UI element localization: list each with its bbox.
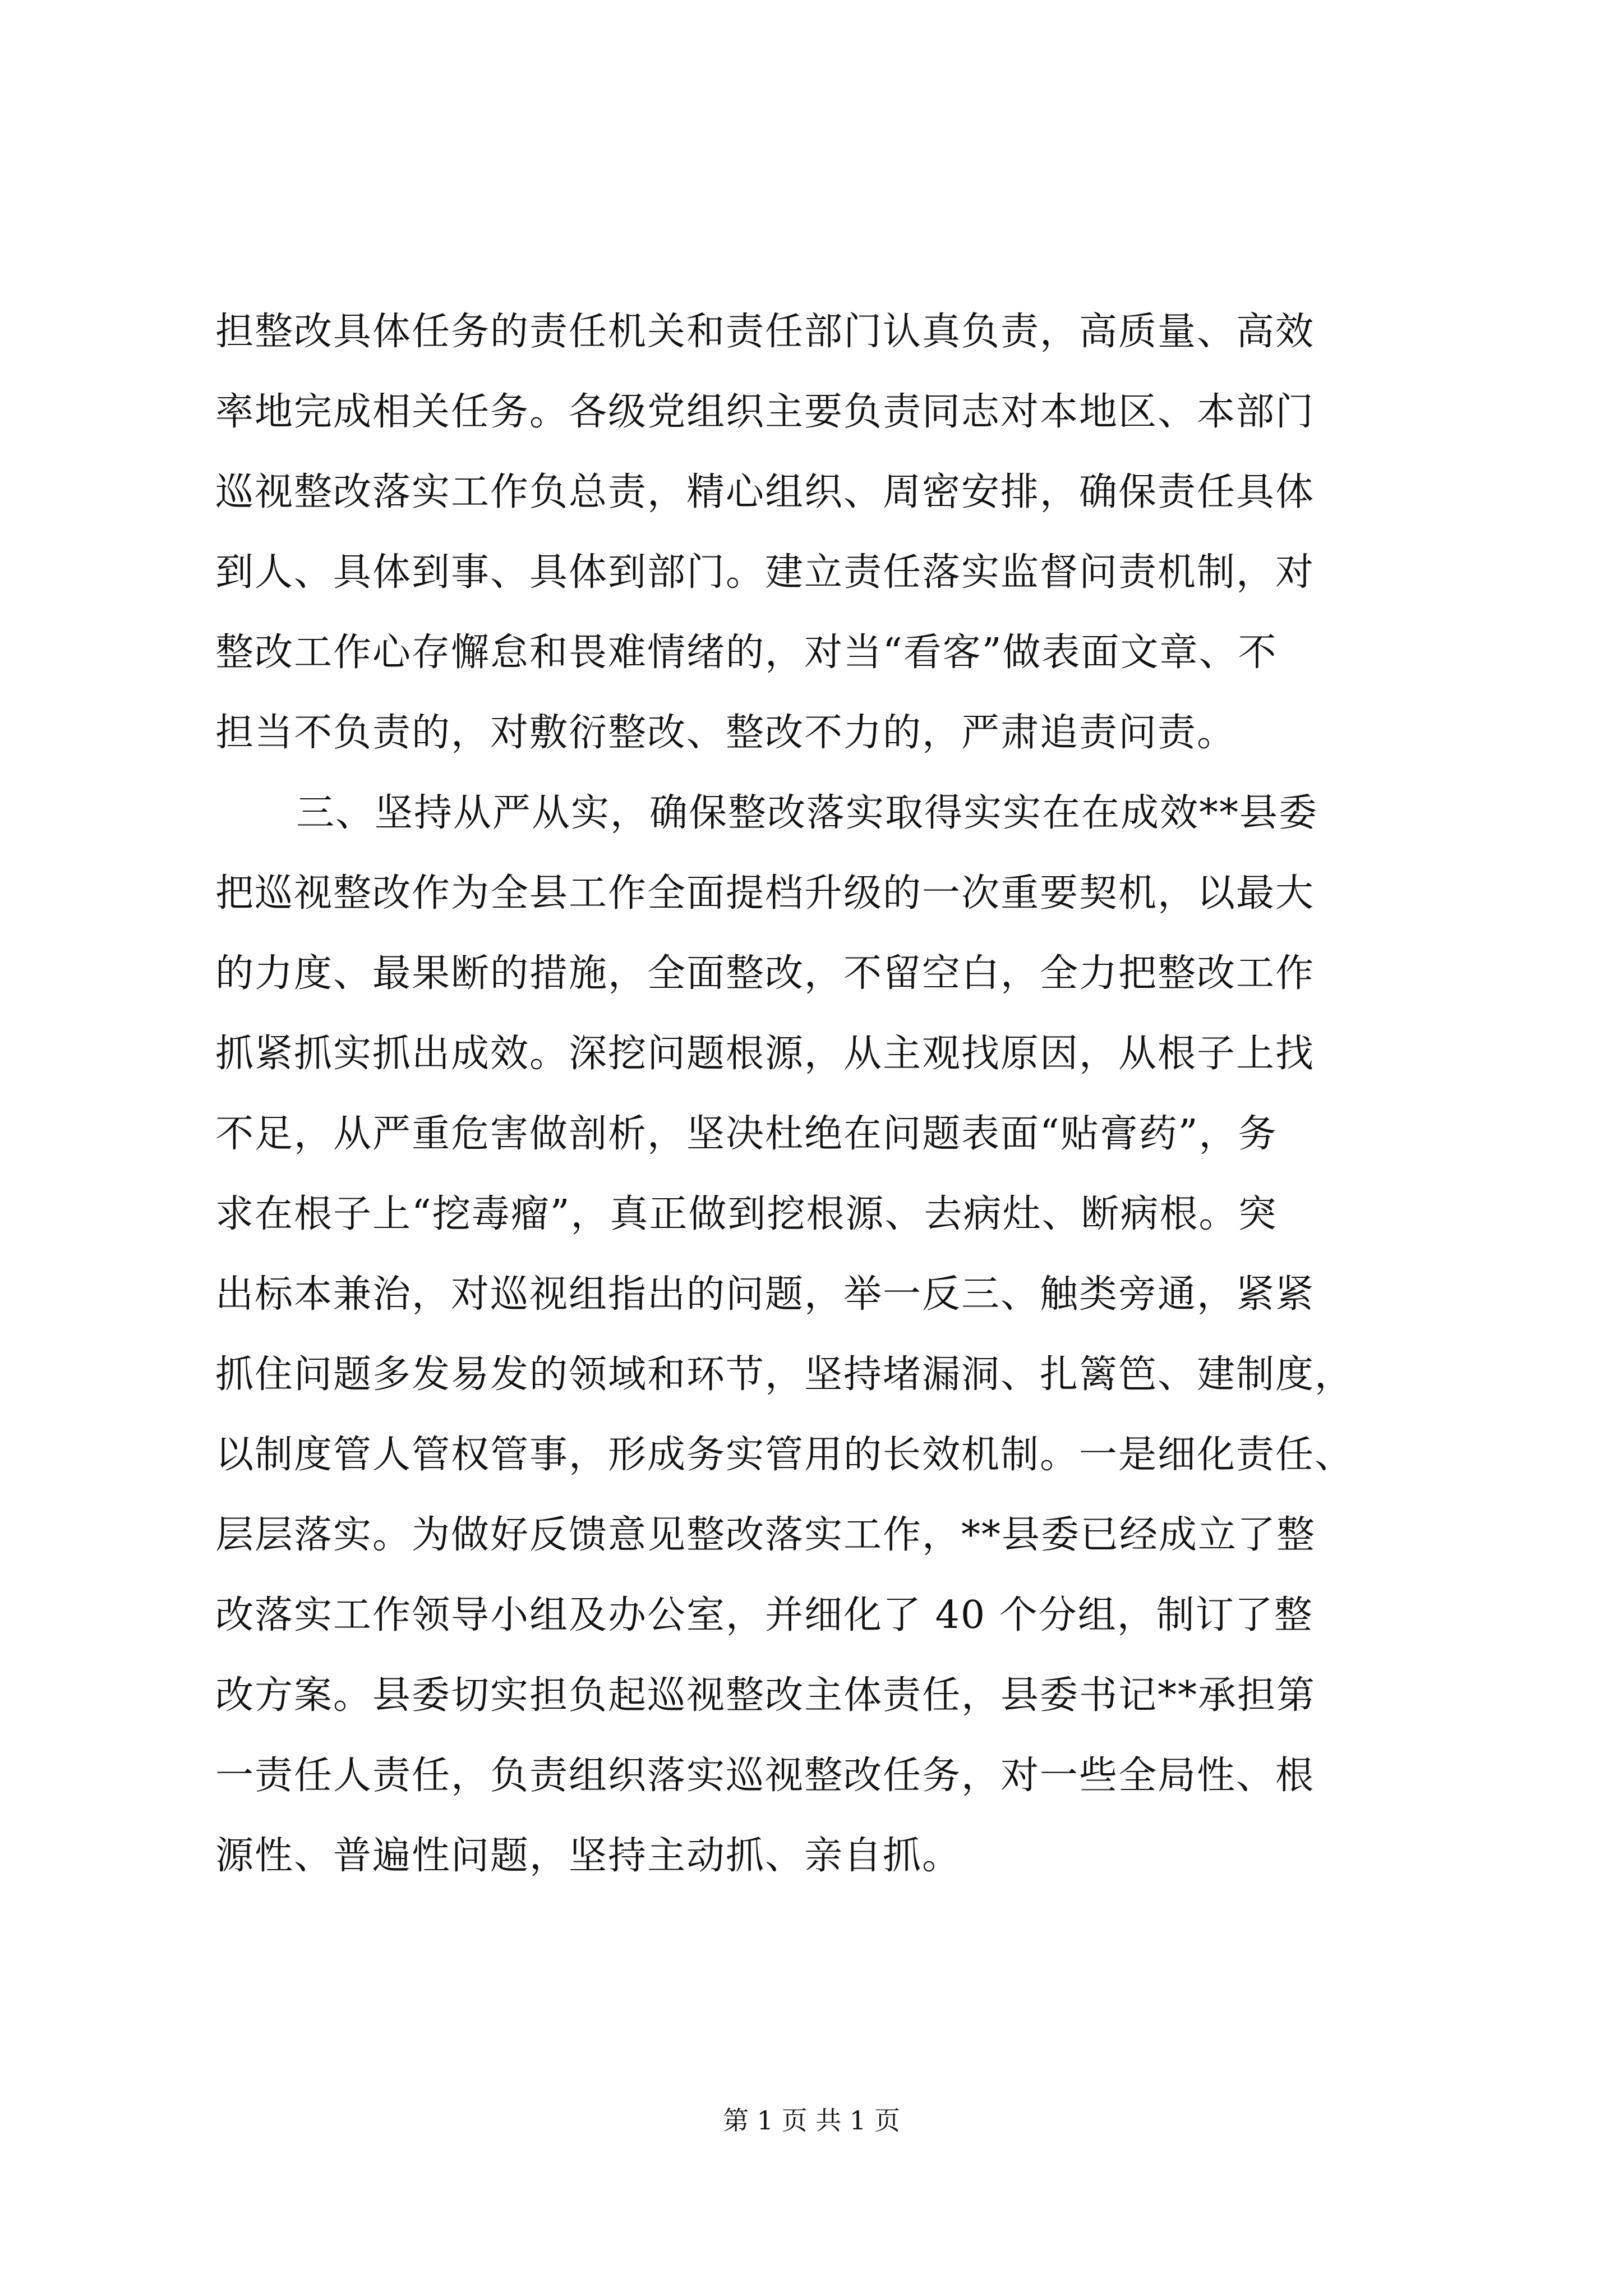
text-line: 抓住问题多发易发的领域和环节，坚持堵漏洞、扎篱笆、建制度， xyxy=(215,1352,1354,1397)
text-line: 到人、具体到事、具体到部门。建立责任落实监督问责机制，对 xyxy=(215,550,1315,595)
text-line: 把巡视整改作为全县工作全面提档升级的一次重要契机，以最大 xyxy=(215,871,1315,915)
text-line: 巡视整改落实工作负总责，精心组织、周密安排，确保责任具体 xyxy=(215,470,1315,514)
text-line: 改方案。县委切实担负起巡视整改主体责任，县委书记**承担第 xyxy=(215,1673,1316,1718)
text-line: 一责任人责任，负责组织落实巡视整改任务，对一些全局性、根 xyxy=(215,1754,1315,1798)
text-line: 源性、普遍性问题，坚持主动抓、亲自抓。 xyxy=(215,1834,962,1878)
text-line: 求在根子上“挖毒瘤”，真正做到挖根源、去病灶、断病根。突 xyxy=(215,1192,1278,1236)
body-text xyxy=(215,292,1421,1896)
text-line: 率地完成相关任务。各级党组织主要负责同志对本地区、本部门 xyxy=(215,390,1315,434)
text-line: 担当不负责的，对敷衍整改、整改不力的，严肃追责问责。 xyxy=(215,711,1237,755)
text-line: 抓紧抓实抓出成效。深挖问题根源，从主观找原因，从根子上找 xyxy=(215,1032,1315,1076)
text-line: 层层落实。为做好反馈意见整改落实工作，**县委已经成立了整 xyxy=(215,1513,1316,1557)
text-line: 改落实工作领导小组及办公室，并细化了 40 个分组，制订了整 xyxy=(215,1593,1313,1637)
paragraph-first-line: 三、坚持从严从实，确保整改落实取得实实在在成效**县委 xyxy=(296,791,1318,835)
page-number-footer: 第 1 页 共 1 页 xyxy=(723,2105,900,2136)
text-line: 整改工作心存懈怠和畏难情绪的，对当“看客”做表面文章、不 xyxy=(215,631,1278,675)
text-line: 的力度、最果断的措施，全面整改，不留空白，全力把整改工作 xyxy=(215,951,1315,996)
text-line: 出标本兼治，对巡视组指出的问题，举一反三、触类旁通，紧紧 xyxy=(215,1272,1315,1317)
text-line: 以制度管人管权管事，形成务实管用的长效机制。一是细化责任、 xyxy=(215,1433,1354,1477)
text-line: 不足，从严重危害做剖析，坚决杜绝在问题表面“贴膏药”，务 xyxy=(215,1112,1278,1156)
text-line: 担整改具体任务的责任机关和责任部门认真负责，高质量、高效 xyxy=(215,310,1315,354)
